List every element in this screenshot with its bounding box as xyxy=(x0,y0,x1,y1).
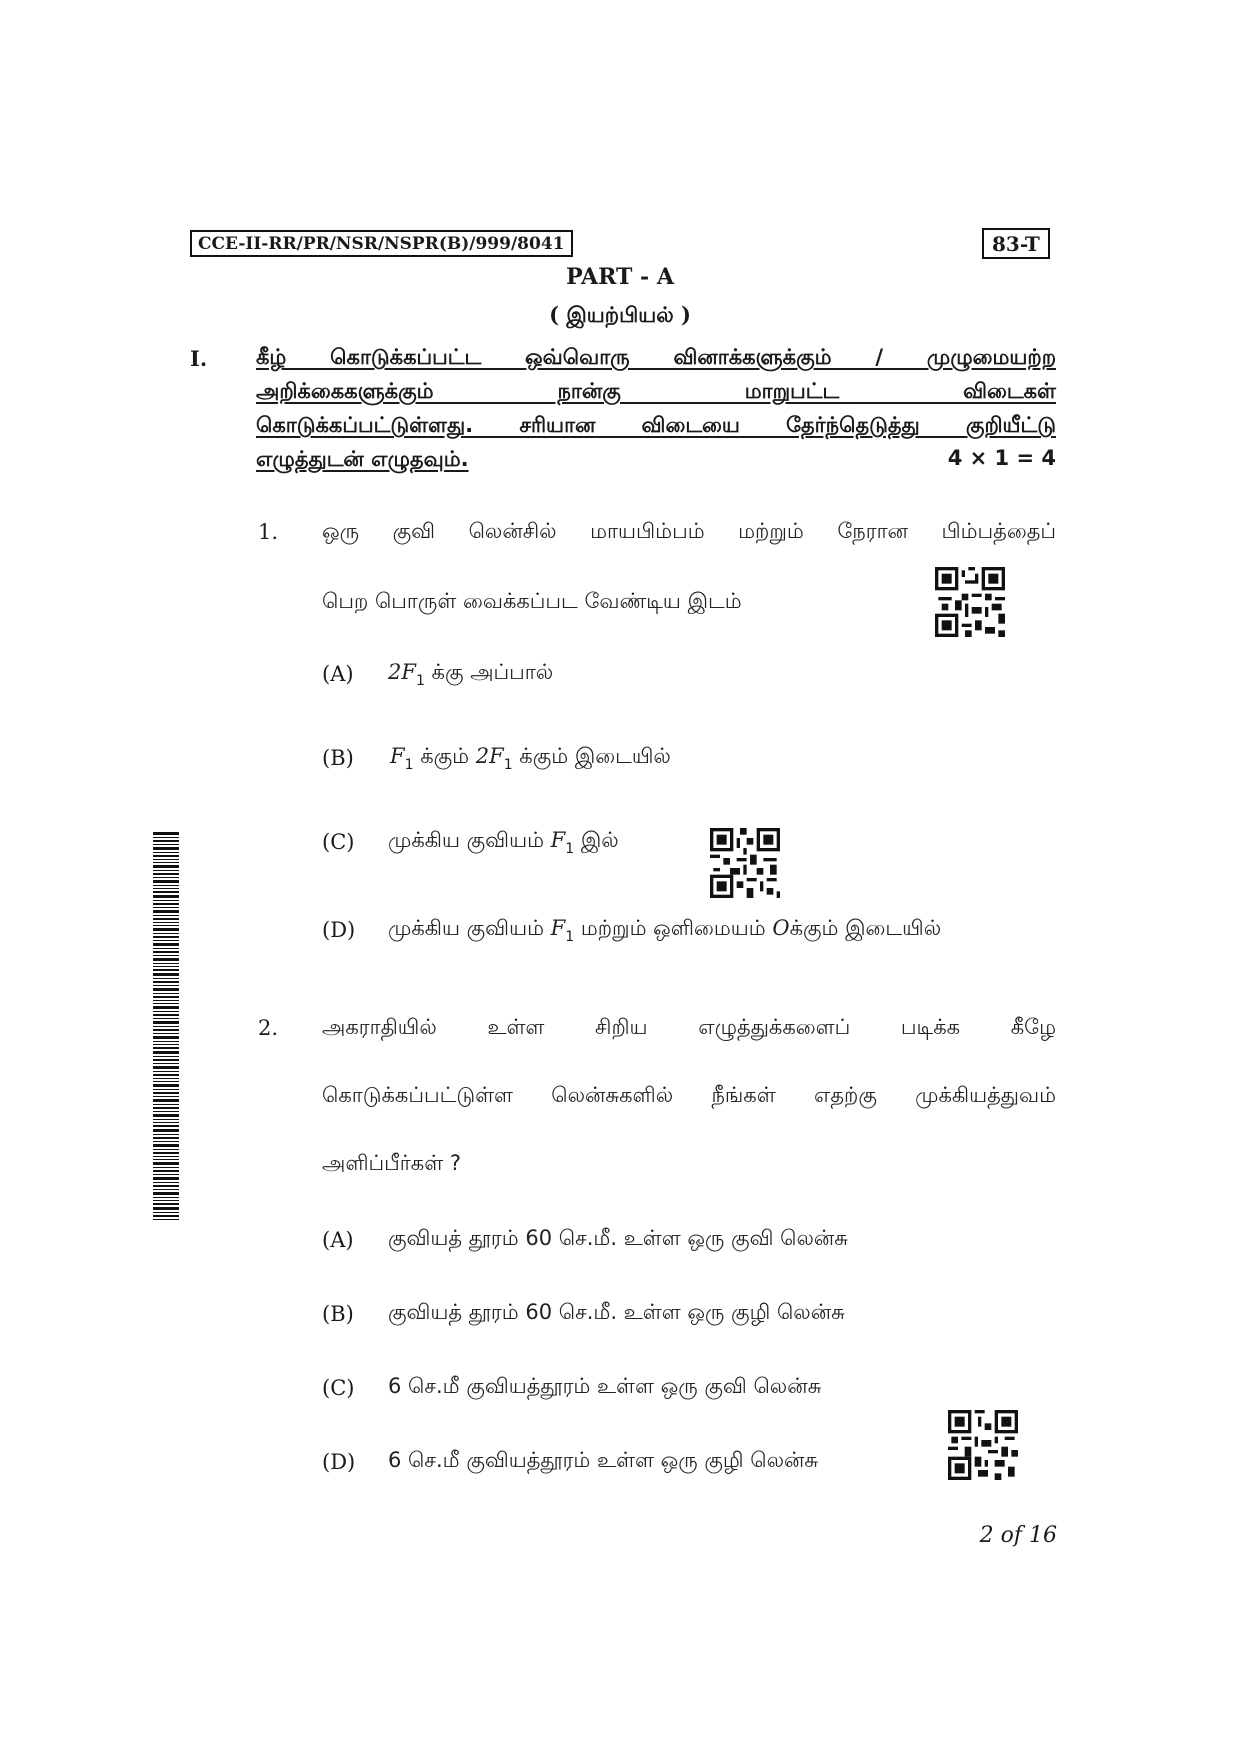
option-text: 6 செ.மீ குவியத்தூரம் உள்ள ஒரு குழி லென்சு xyxy=(388,1448,819,1472)
section-marks: 4 × 1 = 4 xyxy=(947,446,1056,470)
option-label: (C) xyxy=(322,1376,355,1400)
paper-number: 83-T xyxy=(982,228,1050,259)
question-text-line: பெற பொருள் வைக்கப்பட வேண்டிய இடம் xyxy=(322,589,742,613)
option-label: (B) xyxy=(322,746,354,770)
instruction-line-2: அறிக்கைகளுக்கும் நான்கு மாறுபட்ட விடைகள் xyxy=(256,379,1056,403)
page-number: 2 of 16 xyxy=(979,1523,1057,1548)
barcode-icon xyxy=(153,832,179,1220)
question-number: 2. xyxy=(258,1016,279,1040)
option-label: (A) xyxy=(322,662,354,686)
math-subscript: 1 xyxy=(415,673,425,689)
option-text: 6 செ.மீ குவியத்தூரம் உள்ள ஒரு குவி லென்சு xyxy=(388,1374,822,1398)
instruction-line-3: கொடுக்கப்பட்டுள்ளது. சரியான விடையை தேர்ந்தெடுத்து குறியீட்டு xyxy=(256,413,1056,437)
instruction-line-4: எழுத்துடன் எழுதவும். xyxy=(256,447,469,471)
math-subscript: 1 xyxy=(565,929,575,945)
option-text: குவியத் தூரம் 60 செ.மீ. உள்ள ஒரு குவி லென்சு xyxy=(388,1226,849,1250)
question-number: 1. xyxy=(258,520,279,544)
math-symbol: 2F xyxy=(388,660,416,684)
math-subscript: 1 xyxy=(565,841,575,857)
math-subscript: 1 xyxy=(503,757,513,773)
option-text: குவியத் தூரம் 60 செ.மீ. உள்ள ஒரு குழி லென்சு xyxy=(388,1300,845,1324)
math-symbol: F xyxy=(390,744,405,768)
qr-code-icon xyxy=(948,1410,1018,1480)
qr-code-icon xyxy=(710,828,780,898)
option-text: $2F_1$ க்கு அப்பால் xyxy=(388,660,554,689)
option-label: (B) xyxy=(322,1302,354,1326)
question-text-line: ஒரு குவி லென்சில் மாயபிம்பம் மற்றும் நேரான பிம்பத்தைப் xyxy=(322,519,1056,543)
qr-code-icon xyxy=(935,567,1005,637)
question-text-line: அகராதியில் உள்ள சிறிய எழுத்துக்களைப் படிக்க கீழே xyxy=(322,1015,1056,1039)
paper-code: CCE-II-RR/PR/NSR/NSPR(B)/999/8041 xyxy=(190,230,573,257)
option-label: (D) xyxy=(322,1450,356,1474)
subject-title: ( இயற்பியல் ) xyxy=(549,302,691,327)
option-label: (D) xyxy=(322,918,356,942)
option-label: (A) xyxy=(322,1228,354,1252)
math-symbol: O xyxy=(772,916,790,940)
option-label: (C) xyxy=(322,830,355,854)
math-symbol: F xyxy=(550,916,566,940)
option-text: முக்கிய குவியம் $F_1$ மற்றும் ஒளிமையம் Oக்கும் இடையில் xyxy=(388,916,942,945)
question-text-line: அளிப்பீர்கள் ? xyxy=(322,1151,461,1175)
option-text: முக்கிய குவியம் $F_1$ இல் xyxy=(388,828,619,857)
section-number: I. xyxy=(190,346,208,371)
question-text-line: கொடுக்கப்பட்டுள்ள லென்சுகளில் நீங்கள் எதற்கு முக்கியத்துவம் xyxy=(322,1083,1056,1107)
math-subscript: 1 xyxy=(404,757,414,773)
math-symbol: 2F xyxy=(475,744,504,768)
option-text: $F_1$ க்கும் $2F_1$ க்கும் இடையில் xyxy=(390,744,671,773)
instruction-line-1: கீழ் கொடுக்கப்பட்ட ஒவ்வொரு வினாக்களுக்கும் / முழுமையற்ற xyxy=(256,345,1056,369)
part-title: PART - A xyxy=(566,264,674,290)
math-symbol: F xyxy=(550,828,566,852)
